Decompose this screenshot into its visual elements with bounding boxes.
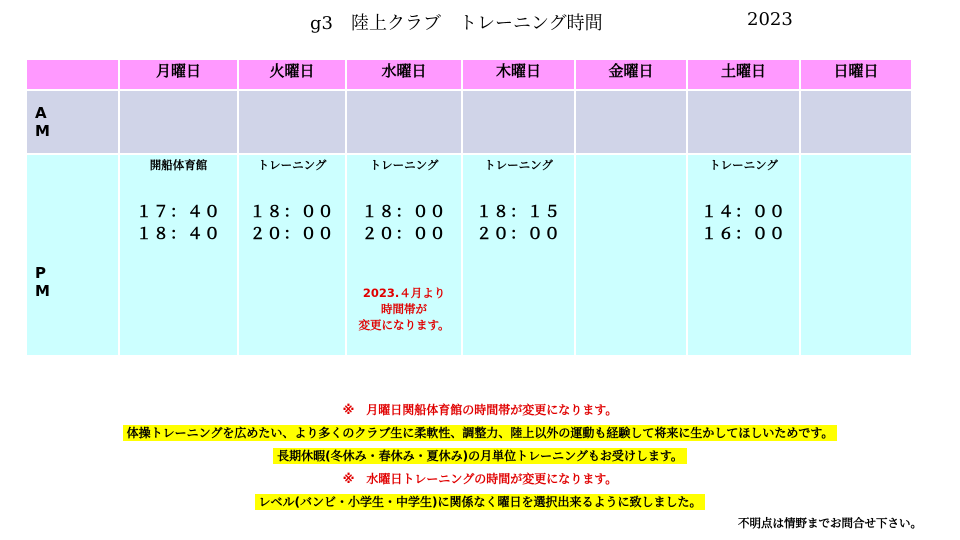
pm-label: PM [27,155,118,355]
change-note: 2023.４月より 時間帯が 変更になります。 [358,286,450,332]
session-label: トレーニング [369,158,439,172]
day-header-sat: 土曜日 [688,60,799,89]
am-label: AM [27,91,118,153]
corner-cell [27,60,118,89]
am-row [27,91,911,153]
notice-1: ※ 月曜日関船体育館の時間帯が変更になります。 [342,403,618,417]
pm-row [27,155,911,355]
schedule-table [25,58,913,357]
pm-cell-sun [801,155,911,355]
session-label: トレーニング [484,158,553,172]
day-header-tue: 火曜日 [239,60,345,89]
day-header-fri: 金曜日 [576,60,686,89]
am-cell-fri [576,91,686,153]
day-header-thu: 木曜日 [463,60,574,89]
pm-cell-sat [688,155,799,355]
start-time: １７：４０ [135,202,221,221]
start-time: １８：１５ [475,202,561,221]
year-label: 2023 [747,9,793,30]
contact-note: 不明点は情野までお問合せ下さい。 [738,516,922,530]
end-time: ２０：００ [361,224,447,243]
session-label: トレーニング [709,158,778,172]
end-time: ２０：００ [475,224,561,243]
am-cell-mon [120,91,237,153]
notice-3: 長期休暇(冬休み・春休み・夏休み)の月単位トレーニングもお受けします。 [0,447,960,464]
am-cell-sun [801,91,911,153]
session-label: 開船体育館 [149,158,208,172]
end-time: ２０：００ [249,224,335,243]
start-time: １８：００ [249,202,335,221]
am-cell-sat [688,91,799,153]
pm-cell-tue [239,155,345,355]
notice-4: ※ 水曜日トレーニングの時間が変更になります。 [342,472,618,486]
pm-cell-wed [347,155,461,355]
notice-5: レベル(バンビ・小学生・中学生)に関係なく曜日を選択出来るように致しました。 [0,493,960,510]
pm-cell-mon [120,155,237,355]
am-cell-thu [463,91,574,153]
am-cell-tue [239,91,345,153]
pm-cell-fri [576,155,686,355]
page-title: g3 陸上クラブ トレーニング時間 [310,13,603,34]
end-time: １６：００ [700,224,786,243]
start-time: １４：００ [700,202,786,221]
day-header-sun: 日曜日 [801,60,911,89]
header-row [27,60,911,89]
pm-cell-thu [463,155,574,355]
day-header-wed: 水曜日 [347,60,461,89]
start-time: １８：００ [361,202,447,221]
session-label: トレーニング [257,158,327,172]
day-header-mon: 月曜日 [120,60,237,89]
end-time: １８：４０ [135,224,221,243]
notice-2: 体操トレーニングを広めたい、より多くのクラブ生に柔軟性、調整力、陸上以外の運動も経験して将来に生かしてほしいためです。 [0,424,960,441]
am-cell-wed [347,91,461,153]
